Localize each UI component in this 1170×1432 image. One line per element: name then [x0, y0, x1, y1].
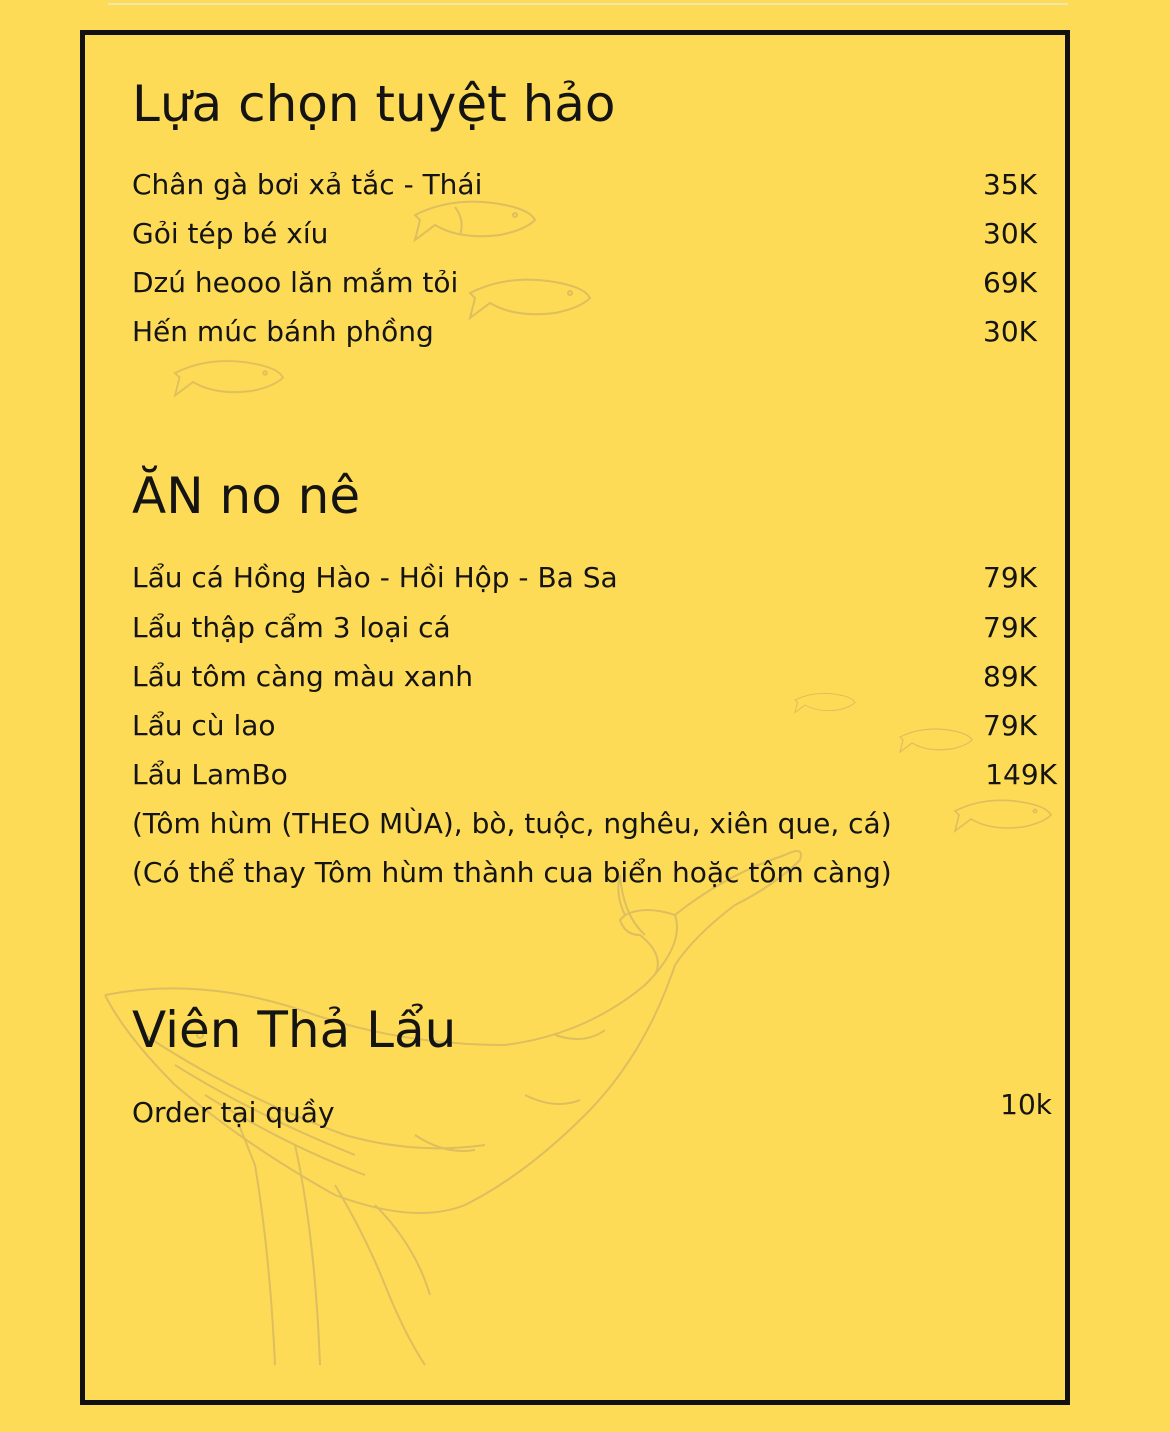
menu-item: [132, 558, 1037, 598]
menu-item: [132, 312, 1037, 352]
item-name: Chân gà bơi xả tắc - Thái: [132, 168, 483, 201]
item-note: (Tôm hùm (THEO MÙA), bò, tuộc, nghêu, xiên que, cá): [132, 807, 892, 840]
top-rule: [108, 3, 1068, 5]
item-name: Order tại quầy: [132, 1096, 335, 1129]
menu-item: [132, 214, 1037, 254]
item-price: 79K: [983, 611, 1037, 644]
menu-content: [85, 35, 1065, 1400]
item-price: 35K: [983, 168, 1037, 201]
menu-item: [132, 755, 1057, 795]
item-price: 10k: [1000, 1088, 1052, 1121]
item-name: Lẩu tôm càng màu xanh: [132, 660, 473, 693]
menu-frame: [80, 30, 1070, 1405]
menu-item: [132, 1088, 1052, 1133]
item-name: Lẩu thập cẩm 3 loại cá: [132, 611, 451, 644]
section-title: ĂN no nê: [132, 467, 361, 525]
item-price: 79K: [983, 709, 1037, 742]
item-name: Hến múc bánh phồng: [132, 315, 434, 348]
menu-item: [132, 706, 1037, 746]
item-name: Lẩu LamBo: [132, 758, 288, 791]
item-name: Gỏi tép bé xíu: [132, 217, 329, 250]
menu-item: [132, 657, 1037, 697]
section-title: Lựa chọn tuyệt hảo: [132, 75, 616, 133]
menu-item: [132, 608, 1037, 648]
item-price: 30K: [983, 217, 1037, 250]
item-price: 30K: [983, 315, 1037, 348]
item-name: Lẩu cá Hồng Hào - Hồi Hộp - Ba Sa: [132, 561, 618, 594]
item-note: (Có thể thay Tôm hùm thành cua biển hoặc tôm càng): [132, 856, 892, 889]
item-name: Dzú heooo lăn mắm tỏi: [132, 266, 459, 299]
item-price: 69K: [983, 266, 1037, 299]
item-price: 79K: [983, 561, 1037, 594]
menu-item: [132, 165, 1037, 205]
section-title: Viên Thả Lẩu: [132, 1001, 457, 1059]
menu-item: [132, 263, 1037, 303]
item-price: 89K: [983, 660, 1037, 693]
item-price: 149K: [985, 758, 1057, 791]
item-name: Lẩu cù lao: [132, 709, 276, 742]
